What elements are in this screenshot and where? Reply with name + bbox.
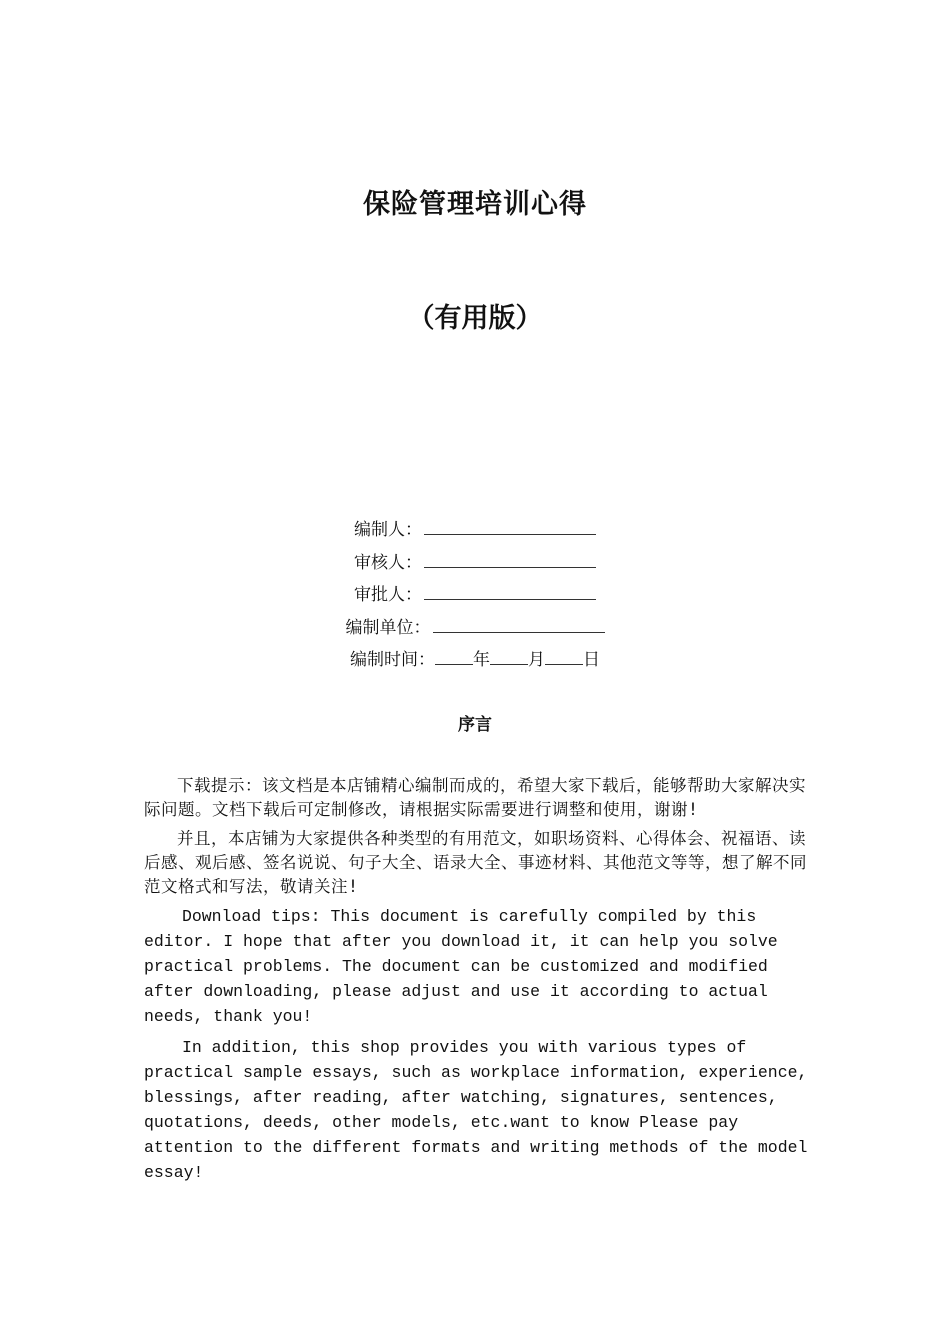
year-label: 年 (473, 650, 490, 670)
blank-line (433, 618, 605, 633)
preface-paragraph: Download tips: This document is carefully compiled by this editor. I hope that after you download it, it can help you solve practical problems. The document can be customized and modified after downloading, please adjust and use it according to actual needs, thank you! (144, 907, 778, 1026)
field-label: 编制人： (354, 520, 422, 540)
day-blank (545, 650, 583, 665)
field-row-reviewer (0, 547, 950, 580)
blank-line (424, 585, 596, 600)
year-blank (435, 650, 473, 665)
field-row-unit (0, 612, 950, 645)
preface-heading: 序言 (458, 715, 492, 735)
field-label: 审核人： (354, 552, 422, 573)
field-row-compiler (0, 514, 950, 547)
preface-paragraph: 并且，本店铺为大家提供各种类型的有用范文，如职场资料、心得体会、祝福语、读后感、观后感、签名说说、句子大全、语录大全、事迹材料、其他范文等等，想了解不同范文格式和写法，敬请关注! (144, 829, 807, 896)
field-row-approver (0, 579, 950, 612)
month-label: 月 (528, 650, 545, 670)
blank-line (424, 520, 596, 535)
field-row-date (0, 644, 950, 677)
document-subtitle: （有用版） (407, 303, 543, 334)
preface-paragraph: In addition, this shop provides you with various types of practical sample essays, such as workplace information, experience, blessings, after reading, after watching, signatures, sentences, quotations, deeds, other models, etc.want to know Please pay attention to the different formats and writing methods of the model essay! (144, 1038, 808, 1182)
sign-off-fields (0, 514, 950, 677)
field-label: 编制时间： (350, 650, 435, 670)
document-title: 保险管理培训心得 (363, 189, 587, 220)
preface-body (144, 774, 809, 1191)
field-label: 编制单位： (345, 617, 431, 638)
preface-paragraph: 下载提示：该文档是本店铺精心编制而成的，希望大家下载后，能够帮助大家解决实际问题。文档下载后可定制修改，请根据实际需要进行调整和使用，谢谢! (144, 776, 806, 819)
day-label: 日 (583, 650, 600, 670)
field-label: 审批人： (354, 585, 422, 605)
blank-line (424, 553, 596, 568)
month-blank (490, 650, 528, 665)
